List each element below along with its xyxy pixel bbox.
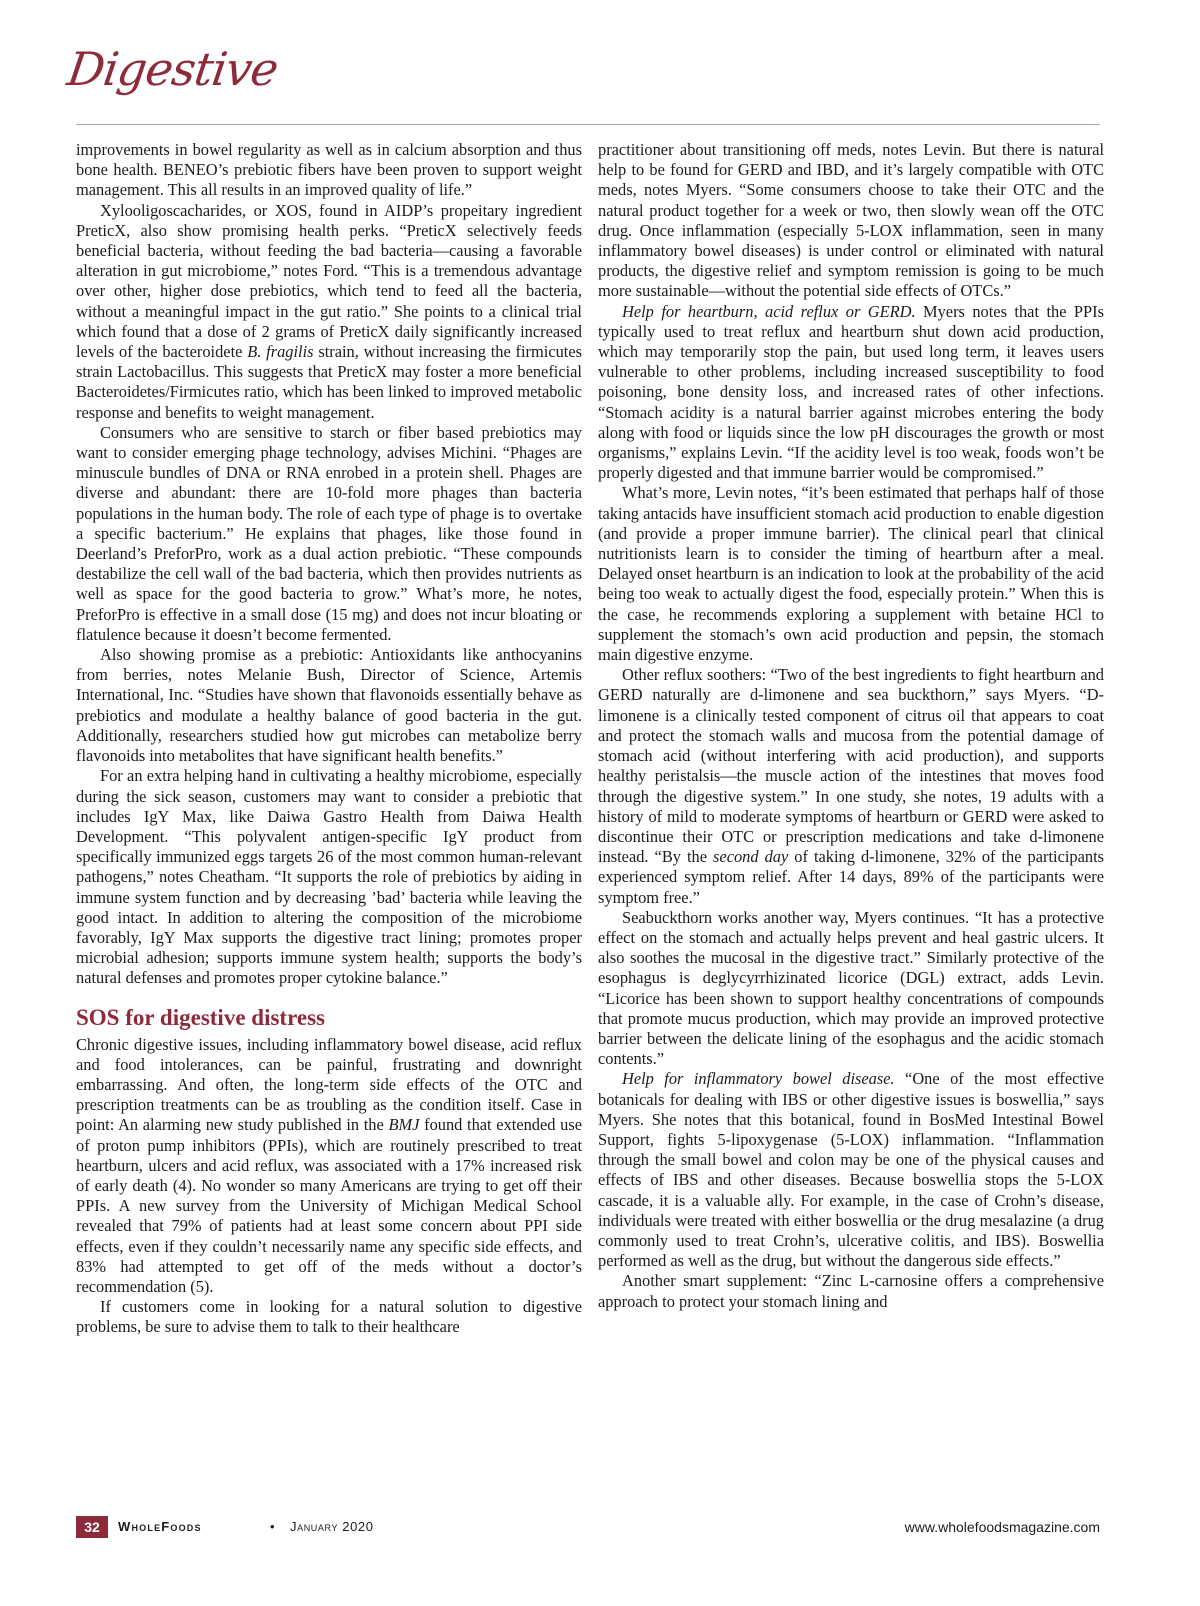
paragraph: Also showing promise as a prebiotic: Antioxidants like anthocyanins from berries, notes Melanie Bush, Director of Science, Artemis International, Inc. “Studies have shown that flavonoids essentially behave as prebiotics and modulate a healthy balance of good bacteria in the gut. Additionally, researchers studied how gut microbes can metabolize berry flavonoids into metabolites that have significant health benefits.” bbox=[76, 645, 582, 766]
paragraph: improvements in bowel regularity as well as in calcium absorption and thus bone health. BENEO’s prebiotic fibers have been proven to support weight management. This all results in an improved quality of life.” bbox=[76, 140, 582, 200]
paragraph: What’s more, Levin notes, “it’s been estimated that perhaps half of those taking antacids have insufficient stomach acid production to enable digestion (and provide a proper immune barrier). The clinical pearl that clinical nutritionists learn is to consider the timing of heartburn after a meal. Delayed onset heartburn is an indication to look at the probability of the acid being too weak to actually digest the food, especially protein.” When this is the case, he recommends exploring a supplement with betaine HCl to supplement the stomach’s own acid production and pepsin, the stomach main digestive enzyme. bbox=[598, 483, 1104, 665]
paragraph: If customers come in looking for a natural solution to digestive problems, be sure to advise them to talk to their healthcare bbox=[76, 1297, 582, 1337]
bullet-separator: • bbox=[270, 1519, 275, 1534]
website-link[interactable]: www.wholefoodsmagazine.com bbox=[904, 1519, 1100, 1535]
issue-date: January 2020 bbox=[290, 1519, 374, 1534]
paragraph: Other reflux soothers: “Two of the best ingredients to fight heartburn and GERD naturally are d-limonene and sea buckthorn,” says Myers. “D-limonene is a clinically tested component of citrus oil that appears to coat and protect the stomach walls and mucosa from the potential damage of stomach acid (without interfering with acid production), and supports healthy peristalsis—the muscle action of the intestines that moves food through the digestive system.” In one study, she notes, 19 adults with a history of mild to moderate symptoms of heartburn or GERD were asked to discontinue their OTC or prescription medications and take d-limonene instead. “By the second day of taking d-limonene, 32% of the participants experienced symptom relief. After 14 days, 89% of the participants were symptom free.” bbox=[598, 665, 1105, 907]
page-number: 32 bbox=[76, 1516, 108, 1538]
paragraph: Another smart supplement: “Zinc L-carnosine offers a comprehensive approach to protect your stomach lining and bbox=[598, 1271, 1104, 1311]
header-rule bbox=[76, 124, 1100, 125]
paragraph: practitioner about transitioning off meds, notes Levin. But there is natural help to be found for GERD and IBD, and it’s largely compatible with OTC meds, notes Myers. “Some consumers choose to take their OTC and the natural product together for a week or two, then slowly wean off the OTC drug. Once inflammation (especially 5-LOX inflammation, seen in many inflammatory bowel diseases) is under control or eliminated with natural products, the digestive relief and symptom remission is going to be much more sustainable—without the potential side effects of OTCs.” bbox=[598, 140, 1104, 301]
paragraph: Seabuckthorn works another way, Myers continues. “It has a protective effect on the stomach and actually helps prevent and heal gastric ulcers. It also soothes the mucosal in the digestive tract.” Similarly protective of the esophagus is deglycyrrhizinated licorice (DGL) extract, adds Levin. “Licorice has been shown to support healthy concentrations of compounds that promote mucus production, which may provide an improved protective barrier between the delicate lining of the esophagus and the acidic stomach contents.” bbox=[598, 907, 1104, 1069]
paragraph: Consumers who are sensitive to starch or fiber based prebiotics may want to consider emerging phage technology, advises Michini. “Phages are minuscule bundles of DNA or RNA enrobed in a protein shell. Phages are diverse and abundant: there are 10-fold more phages than bacteria populations in the human body. The role of each type of phage is to overtake a specific bacterium.” He explains that phages, like those found in Deerland’s PreforPro, work as a dual action prebiotic. “These compounds destabilize the cell wall of the bad bacteria, which then provides nutrients as well as space for the good bacteria to grow.” What’s more, he notes, PreforPro is effective in a small dose (15 mg) and does not incur bloating or flatulence because it doesn’t become fermented. bbox=[76, 422, 582, 644]
magazine-name: WholeFoods bbox=[118, 1519, 202, 1534]
paragraph: For an extra helping hand in cultivating a healthy microbiome, especially during the sick season, customers may want to consider a prebiotic that includes IgY Max, like Daiwa Gastro Health from Daiwa Health Development. “This polyvalent antigen-specific IgY product from specifically immunized eggs targets 26 of the most common human-relevant pathogens,” notes Cheatham. “It supports the role of prebiotics by aiding in immune system function and by decreasing ’bad’ bacteria while leaving the good intact. In addition to altering the composition of the microbiome favorably, IgY Max supports the digestive tract lining; promotes proper microbial adhesion; supports immune system health; supports the body’s natural defenses and promotes proper cytokine balance.” bbox=[76, 766, 582, 988]
page-footer bbox=[76, 1516, 1100, 1538]
right-column bbox=[598, 140, 1104, 1312]
run-in-heading: Help for heartburn, acid reflux or GERD. bbox=[622, 301, 916, 321]
subhead-sos: SOS for digestive distress bbox=[76, 1004, 325, 1030]
left-column bbox=[76, 140, 582, 1338]
paragraph: Help for inflammatory bowel disease. “One of the most effective botanicals for dealing with IBS or other digestive issues is boswellia,” says Myers. She notes that this botanical, found in BosMed Intestinal Bowel Support, fights 5-lipoxygenase (5-LOX) inflammation. “Inflammation through the small bowel and colon may be one of the physical causes and effects of IBS and other diseases. Because boswellia stops the 5-LOX cascade, it is a valuable ally. For example, in the case of Crohn’s disease, individuals were treated with either boswellia or the drug mesalazine (a drug commonly used to treat Crohn’s, ulcerative colitis, and IBS). Boswellia performed as well as the drug, but without the dangerous side effects.” bbox=[598, 1069, 1104, 1271]
paragraph: Chronic digestive issues, including inflammatory bowel disease, acid reflux and food intolerances, can be painful, frustrating and downright embarrassing. And often, the long-term side effects of the OTC and prescription treatments can be as troubling as the condition itself. Case in point: An alarming new study published in the BMJ found that extended use of proton pump inhibitors (PPIs), which are routinely prescribed to treat heartburn, ulcers and acid reflux, was associated with a 17% increased risk of early death (4). No wonder so many Americans are trying to get off their PPIs. A new survey from the University of Michigan Medical School revealed that 79% of patients had at least some concern about PPI side effects, even if they couldn’t necessarily name any specific side effects, and 83% had attempted to get off of the meds without a doctor’s recommendation (5). bbox=[76, 1034, 582, 1296]
section-title: Digestive bbox=[64, 42, 282, 96]
run-in-heading: Help for inflammatory bowel disease. bbox=[622, 1069, 895, 1089]
paragraph: Help for heartburn, acid reflux or GERD. Myers notes that the PPIs typically used to treat reflux and heartburn shut down acid production, which may temporarily stop the pain, but used long term, it leaves users vulnerable to other problems, including increased susceptibility to food poisoning, bone density loss, and increased rates of other infections. “Stomach acidity is a natural barrier against microbes entering the body along with food or liquids since the low pH discourages the growth or most organisms,” explains Levin. “If the acidity level is too weak, foods won’t be properly digested and that immune barrier would be compromised.” bbox=[598, 301, 1104, 483]
paragraph: Xylooligoscacharides, or XOS, found in AIDP’s propeitary ingredient PreticX, also show promising health perks. “PreticX selectively feeds beneficial bacteria, without feeding the bad bacteria—causing a favorable alteration in gut microbiome,” notes Ford. “This is a tremendous advantage over other, higher dose prebiotics, which tend to feed all the bacteria, without a meaningful impact in the gut ratio.” She points to a clinical trial which found that a dose of 2 grams of PreticX daily significantly increased levels of the bacteroidete B. fragilis strain, without increasing the firmicutes strain Lactobacillus. This suggests that PreticX may foster a more beneficial Bacteroidetes/Firmicutes ratio, which has been linked to improved metabolic response and benefits to weight management. bbox=[76, 200, 583, 422]
